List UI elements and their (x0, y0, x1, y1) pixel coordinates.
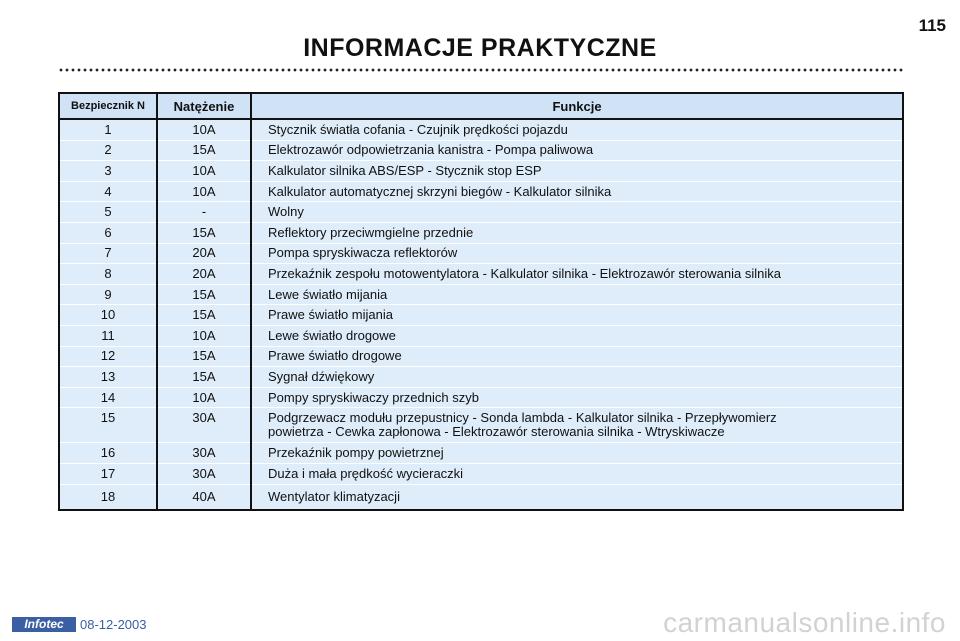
table-row (59, 161, 903, 182)
function-text: Stycznik światła cofania - Czujnik prędkości pojazdu (268, 121, 568, 137)
amperage-cell: 30A (157, 463, 251, 484)
fuse-number-cell: 2 (59, 140, 157, 161)
page-number: 115 (918, 16, 946, 35)
table-row (59, 284, 903, 305)
table-row (59, 387, 903, 408)
function-cell (251, 243, 903, 264)
table-row (59, 408, 903, 443)
function-text: Sygnał dźwiękowy (268, 368, 375, 384)
function-cell (251, 387, 903, 408)
table-row (59, 202, 903, 223)
function-cell (251, 222, 903, 243)
function-cell (251, 484, 903, 510)
function-text: Wentylator klimatyzacji (268, 488, 400, 504)
dotted-divider (58, 68, 904, 72)
table-row (59, 243, 903, 264)
function-text: Pompa spryskiwacza reflektorów (268, 245, 458, 261)
function-text: Elektrozawór odpowietrzania kanistra - Pompa paliwowa (268, 142, 594, 158)
table-row (59, 140, 903, 161)
fuse-number-cell: 17 (59, 463, 157, 484)
header-functions: Funkcje (251, 93, 903, 119)
fuse-number-cell: 1 (59, 119, 157, 140)
amperage-cell: 10A (157, 119, 251, 140)
amperage-cell: 40A (157, 484, 251, 510)
header-amperage: Natężenie (157, 93, 251, 119)
watermark: carmanualsonline.info (663, 607, 946, 638)
amperage-cell: 15A (157, 222, 251, 243)
table-row (59, 484, 903, 510)
amperage-cell: 15A (157, 367, 251, 388)
function-cell (251, 408, 903, 443)
function-text: Przekaźnik pompy powietrznej (268, 445, 444, 461)
fuse-number-cell: 6 (59, 222, 157, 243)
function-cell (251, 284, 903, 305)
amperage-cell: 10A (157, 181, 251, 202)
amperage-cell: 30A (157, 443, 251, 464)
function-text: Prawe światło mijania (268, 307, 393, 323)
table-row (59, 222, 903, 243)
amperage-cell: 20A (157, 243, 251, 264)
function-text: Wolny (268, 204, 304, 220)
fuse-number-cell: 13 (59, 367, 157, 388)
fuse-number-cell: 7 (59, 243, 157, 264)
amperage-cell: 15A (157, 305, 251, 326)
footer-date: 08-12-2003 (80, 617, 147, 632)
table-row (59, 443, 903, 464)
function-text: Pompy spryskiwaczy przednich szyb (268, 389, 479, 405)
amperage-cell: 15A (157, 140, 251, 161)
table-row (59, 305, 903, 326)
fuse-number-cell: 5 (59, 202, 157, 223)
function-text: Kalkulator automatycznej skrzyni biegów - Kalkulator silnika (268, 183, 612, 199)
fuse-number-cell: 15 (59, 408, 157, 443)
fuse-number-cell: 4 (59, 181, 157, 202)
fuse-number-cell: 9 (59, 284, 157, 305)
fuse-number-cell: 11 (59, 325, 157, 346)
fuse-table (58, 92, 904, 511)
function-cell (251, 325, 903, 346)
table-header-row (59, 93, 903, 119)
page-title: INFORMACJE PRAKTYCZNE (303, 34, 657, 62)
function-text: Duża i mała prędkość wycieraczki (268, 465, 464, 481)
fuse-number-cell: 18 (59, 484, 157, 510)
function-text-continued: powietrza - Cewka zapłonowa - Elektrozawór sterowania silnika - Wtryskiwacze (268, 424, 725, 440)
function-cell (251, 161, 903, 182)
function-cell (251, 305, 903, 326)
infotec-logo: Infotec (12, 617, 76, 632)
function-cell (251, 367, 903, 388)
table-row (59, 264, 903, 285)
function-cell (251, 140, 903, 161)
header-fuse-number: Bezpiecznik N (59, 93, 157, 119)
fuse-number-cell: 16 (59, 443, 157, 464)
function-text: Kalkulator silnika ABS/ESP - Stycznik stop ESP (268, 162, 542, 178)
amperage-cell: - (157, 202, 251, 223)
table-row (59, 325, 903, 346)
fuse-rows (59, 119, 903, 510)
function-text: Podgrzewacz modułu przepustnicy - Sonda lambda - Kalkulator silnika - Przepływomierz (268, 410, 777, 426)
table-row (59, 346, 903, 367)
function-cell (251, 346, 903, 367)
amperage-cell: 10A (157, 387, 251, 408)
function-cell (251, 119, 903, 140)
function-cell (251, 181, 903, 202)
amperage-cell: 15A (157, 284, 251, 305)
amperage-cell: 30A (157, 408, 251, 443)
function-cell (251, 264, 903, 285)
function-cell (251, 443, 903, 464)
fuse-number-cell: 3 (59, 161, 157, 182)
function-text: Lewe światło drogowe (268, 327, 396, 343)
table-row (59, 181, 903, 202)
amperage-cell: 10A (157, 325, 251, 346)
amperage-cell: 10A (157, 161, 251, 182)
function-text: Reflektory przeciwmgielne przednie (268, 224, 474, 240)
fuse-number-cell: 14 (59, 387, 157, 408)
function-text: Lewe światło mijania (268, 286, 388, 302)
fuse-number-cell: 10 (59, 305, 157, 326)
amperage-cell: 15A (157, 346, 251, 367)
table-row (59, 119, 903, 140)
function-cell (251, 463, 903, 484)
function-text: Przekaźnik zespołu motowentylatora - Kalkulator silnika - Elektrozawór sterowania silnika (268, 265, 781, 281)
fuse-number-cell: 12 (59, 346, 157, 367)
table-row (59, 367, 903, 388)
function-text: Prawe światło drogowe (268, 348, 402, 364)
function-cell (251, 202, 903, 223)
amperage-cell: 20A (157, 264, 251, 285)
table-row (59, 463, 903, 484)
fuse-number-cell: 8 (59, 264, 157, 285)
